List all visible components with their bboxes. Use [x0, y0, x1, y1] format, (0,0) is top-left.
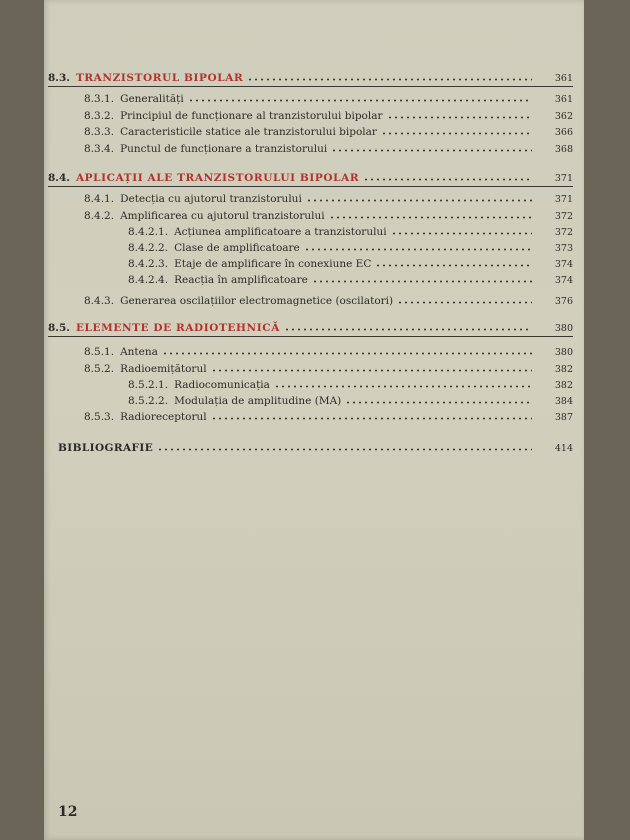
toc-leader-dots — [363, 178, 532, 181]
toc-number: 8.5.2. — [84, 363, 115, 375]
toc-leader-dots — [397, 301, 532, 304]
toc-title: APLICAȚII ALE TRANZISTORULUI BIPOLAR — [75, 172, 360, 184]
toc-leader-dots — [211, 369, 532, 372]
toc-entry-8-3-2[interactable] — [84, 108, 573, 122]
toc-number: 8.4. — [48, 172, 70, 184]
toc-entry-8-4-2[interactable] — [84, 208, 573, 222]
toc-title: Radioemițătorul — [120, 363, 207, 375]
section-rule — [48, 336, 573, 337]
toc-leader-dots — [304, 248, 532, 251]
toc-page-number: 361 — [554, 94, 573, 105]
toc-leader-dots — [391, 232, 532, 235]
toc-entry-8-3-1[interactable] — [84, 91, 573, 105]
toc-entry-8-4-1[interactable] — [84, 191, 573, 205]
toc-title: Etaje de amplificare în conexiune EC — [174, 258, 372, 270]
book-page — [44, 0, 584, 840]
toc-page-number: 373 — [554, 243, 573, 254]
toc-number: 8.5.2.2. — [128, 395, 169, 407]
toc-number: 8.4.2. — [84, 210, 115, 222]
toc-leader-dots — [345, 401, 532, 404]
toc-page-number: 380 — [554, 323, 573, 334]
toc-title: Reacția în amplificatoare — [174, 274, 308, 286]
toc-title: Principiul de funcționare al tranzistorului bipolar — [120, 110, 383, 122]
toc-entry-8-4-2-3[interactable] — [128, 256, 573, 270]
toc-entry-8-4-2-4[interactable] — [128, 272, 573, 286]
toc-title: Amplificarea cu ajutorul tranzistorului — [120, 210, 325, 222]
toc-leader-dots — [188, 99, 532, 102]
toc-number: 8.4.2.4. — [128, 274, 169, 286]
toc-entry-bibliografie[interactable] — [58, 440, 573, 454]
toc-entry-8-5-2-2[interactable] — [128, 393, 573, 407]
toc-entry-8-4-3[interactable] — [84, 293, 573, 307]
toc-page-number: 362 — [554, 111, 573, 122]
toc-leader-dots — [331, 149, 532, 152]
section-rule — [48, 86, 573, 87]
toc-number: 8.4.2.1. — [128, 226, 169, 238]
toc-number: 8.3.4. — [84, 143, 115, 155]
toc-entry-8-5-2-1[interactable] — [128, 377, 573, 391]
toc-leader-dots — [381, 132, 532, 135]
toc-page-number: 368 — [554, 144, 573, 155]
toc-page-number: 376 — [554, 296, 573, 307]
toc-section-8-3[interactable] — [48, 70, 573, 84]
toc-section-8-5[interactable] — [48, 320, 573, 334]
toc-title: Radioreceptorul — [120, 411, 207, 423]
toc-page-number: 361 — [554, 73, 573, 84]
toc-entry-8-5-3[interactable] — [84, 409, 573, 423]
toc-section-8-4[interactable] — [48, 170, 573, 184]
toc-entry-8-5-1[interactable] — [84, 344, 573, 358]
toc-leader-dots — [274, 385, 532, 388]
toc-title: Radiocomunicația — [174, 379, 270, 391]
toc-entry-8-5-2[interactable] — [84, 361, 573, 375]
toc-number: 8.4.1. — [84, 193, 115, 205]
toc-title: ELEMENTE DE RADIOTEHNICĂ — [75, 322, 280, 334]
toc-number: 8.3.1. — [84, 93, 115, 105]
toc-leader-dots — [387, 116, 533, 119]
section-rule — [48, 186, 573, 187]
toc-leader-dots — [284, 328, 532, 331]
toc-page-number: 371 — [554, 194, 573, 205]
toc-number: 8.3. — [48, 72, 70, 84]
toc-title: Detecția cu ajutorul tranzistorului — [120, 193, 302, 205]
toc-number: 8.5.1. — [84, 346, 115, 358]
toc-title: Generarea oscilațiilor electromagnetice (oscilatori) — [120, 295, 394, 307]
toc-leader-dots — [247, 78, 532, 81]
toc-number: 8.4.3. — [84, 295, 115, 307]
toc-leader-dots — [211, 417, 532, 420]
toc-title: TRANZISTORUL BIPOLAR — [75, 72, 244, 84]
toc-entry-8-3-4[interactable] — [84, 141, 573, 155]
toc-number: 8.3.3. — [84, 126, 115, 138]
toc-number: 8.3.2. — [84, 110, 115, 122]
toc-title: Clase de amplificatoare — [174, 242, 300, 254]
toc-page-number: 382 — [554, 364, 573, 375]
toc-page-number: 374 — [554, 259, 573, 270]
toc-entry-8-3-3[interactable] — [84, 124, 573, 138]
page-number: 12 — [58, 804, 78, 820]
toc-page-number: 372 — [554, 227, 573, 238]
toc-leader-dots — [162, 352, 532, 355]
toc-page-number: 371 — [554, 173, 573, 184]
toc-page-number: 374 — [554, 275, 573, 286]
toc-entry-8-4-2-1[interactable] — [128, 224, 573, 238]
toc-page-number: 384 — [554, 396, 573, 407]
toc-leader-dots — [306, 199, 532, 202]
toc-title: Punctul de funcționare a tranzistorului — [120, 143, 328, 155]
toc-page-number: 366 — [554, 127, 573, 138]
toc-page-number: 387 — [554, 412, 573, 423]
toc-number: 8.4.2.2. — [128, 242, 169, 254]
toc-leader-dots — [157, 448, 532, 451]
toc-number: 8.5. — [48, 322, 70, 334]
toc-entry-8-4-2-2[interactable] — [128, 240, 573, 254]
toc-leader-dots — [329, 216, 532, 219]
toc-leader-dots — [375, 264, 532, 267]
toc-number: 8.4.2.3. — [128, 258, 169, 270]
toc-number: 8.5.2.1. — [128, 379, 169, 391]
toc-page-number: 414 — [554, 443, 573, 454]
toc-title: Caracteristicile statice ale tranzistorului bipolar — [120, 126, 377, 138]
table-of-contents — [44, 0, 584, 500]
toc-title: Generalități — [120, 93, 184, 105]
toc-title: Antena — [120, 346, 158, 358]
toc-leader-dots — [312, 280, 532, 283]
toc-page-number: 380 — [554, 347, 573, 358]
toc-title: BIBLIOGRAFIE — [58, 442, 154, 454]
toc-page-number: 372 — [554, 211, 573, 222]
toc-number: 8.5.3. — [84, 411, 115, 423]
toc-page-number: 382 — [554, 380, 573, 391]
toc-title: Modulația de amplitudine (MA) — [174, 395, 342, 407]
toc-title: Acțiunea amplificatoare a tranzistorului — [174, 226, 387, 238]
